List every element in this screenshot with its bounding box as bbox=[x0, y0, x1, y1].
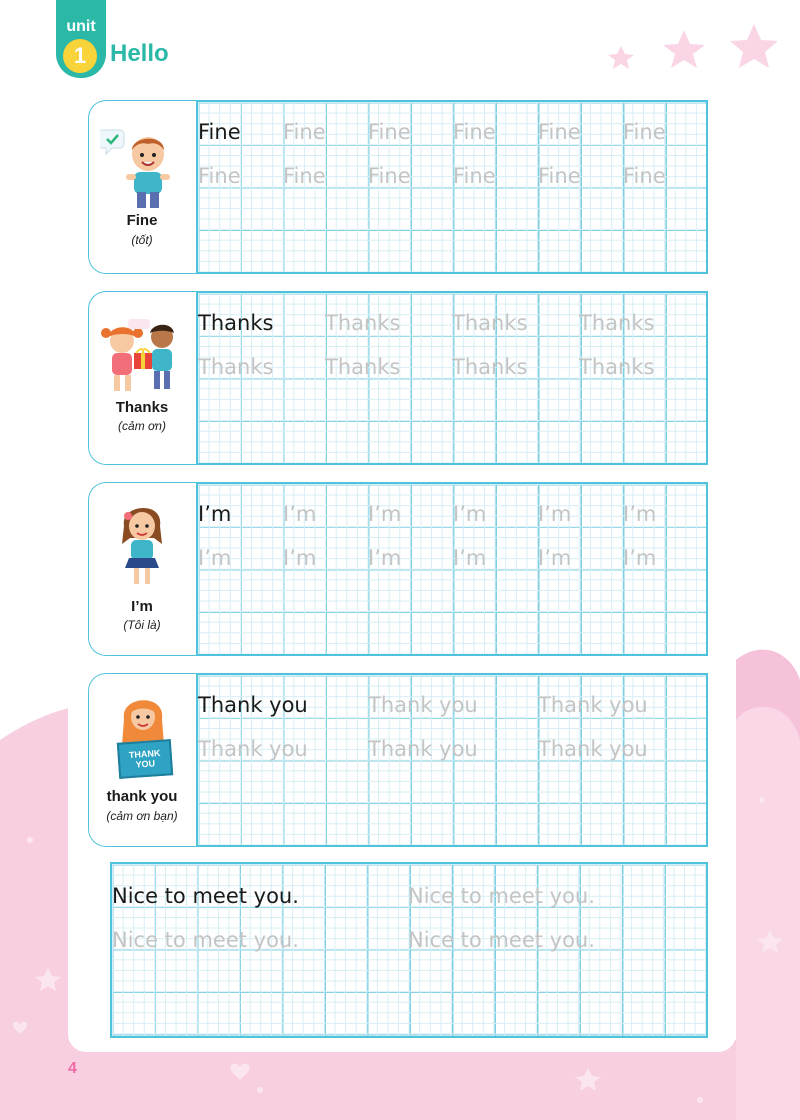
trace-word: I’m bbox=[283, 502, 317, 526]
example-sentence: Nice to meet you. bbox=[112, 884, 299, 908]
exercise-row-thanks bbox=[88, 291, 706, 465]
word-label: I’m bbox=[131, 598, 153, 615]
word-translation: (Tôi là) bbox=[123, 618, 161, 632]
trace-word: Fine bbox=[283, 164, 326, 188]
girl-im-illustration bbox=[118, 502, 166, 588]
trace-word: I’m bbox=[283, 546, 317, 570]
trace-word: Thank you bbox=[538, 737, 648, 761]
trace-sentence: Nice to meet you. bbox=[408, 884, 595, 908]
word-label: Thanks bbox=[115, 399, 169, 416]
word-label: Fine bbox=[126, 212, 158, 229]
sentence-handwriting-grid[interactable] bbox=[110, 862, 708, 1038]
trace-word: Thank you bbox=[198, 737, 308, 761]
kids-gift-illustration bbox=[98, 319, 188, 395]
trace-word: Thanks bbox=[198, 355, 274, 379]
handwriting-grid[interactable] bbox=[196, 100, 708, 274]
trace-word: Thank you bbox=[538, 693, 648, 717]
sign-text: THANK YOU bbox=[128, 747, 161, 770]
example-word: I’m bbox=[198, 502, 232, 526]
trace-word: I’m bbox=[538, 502, 572, 526]
example-word: Thank you bbox=[198, 693, 308, 717]
handwriting-grid[interactable] bbox=[196, 673, 708, 847]
trace-sentence: Nice to meet you. bbox=[112, 928, 299, 952]
trace-word: Thanks bbox=[325, 355, 401, 379]
unit-title: Hello bbox=[110, 40, 169, 67]
page-number: 4 bbox=[68, 1060, 77, 1077]
trace-sentence: Nice to meet you. bbox=[408, 928, 595, 952]
trace-word: I’m bbox=[368, 546, 402, 570]
trace-word: Fine bbox=[283, 120, 326, 144]
word-translation: (tốt) bbox=[131, 233, 153, 247]
trace-word: Thank you bbox=[368, 737, 478, 761]
handwriting-grid[interactable] bbox=[196, 482, 708, 656]
trace-word: Fine bbox=[623, 164, 666, 188]
example-word: Thanks bbox=[198, 311, 274, 335]
trace-word: Thanks bbox=[452, 311, 528, 335]
trace-word: Thanks bbox=[579, 311, 655, 335]
boy-fine-illustration bbox=[100, 128, 180, 210]
trace-word: Fine bbox=[538, 120, 581, 144]
trace-word: Thanks bbox=[452, 355, 528, 379]
trace-word: Fine bbox=[623, 120, 666, 144]
trace-word: I’m bbox=[368, 502, 402, 526]
trace-word: I’m bbox=[623, 502, 657, 526]
thank-you-sign bbox=[117, 739, 173, 779]
word-translation: (cảm ơn) bbox=[118, 419, 166, 433]
trace-word: Thank you bbox=[368, 693, 478, 717]
trace-word: Fine bbox=[368, 120, 411, 144]
exercise-row-thank-you bbox=[88, 673, 706, 847]
exercise-row-im bbox=[88, 482, 706, 656]
unit-number-badge: 1 bbox=[63, 39, 97, 73]
trace-word: Fine bbox=[368, 164, 411, 188]
trace-word: Fine bbox=[538, 164, 581, 188]
trace-word: I’m bbox=[538, 546, 572, 570]
word-translation: (cảm ơn bạn) bbox=[106, 809, 178, 823]
example-word: Fine bbox=[198, 120, 241, 144]
trace-word: I’m bbox=[198, 546, 232, 570]
trace-word: Thanks bbox=[579, 355, 655, 379]
trace-word: Thanks bbox=[325, 311, 401, 335]
trace-word: Fine bbox=[198, 164, 241, 188]
trace-word: I’m bbox=[453, 546, 487, 570]
trace-word: I’m bbox=[453, 502, 487, 526]
unit-label: unit bbox=[66, 18, 96, 35]
handwriting-grid[interactable] bbox=[196, 291, 708, 465]
exercise-row-fine bbox=[88, 100, 706, 274]
word-label: thank you bbox=[106, 788, 178, 805]
trace-word: Fine bbox=[453, 120, 496, 144]
trace-word: Fine bbox=[453, 164, 496, 188]
trace-word: I’m bbox=[623, 546, 657, 570]
